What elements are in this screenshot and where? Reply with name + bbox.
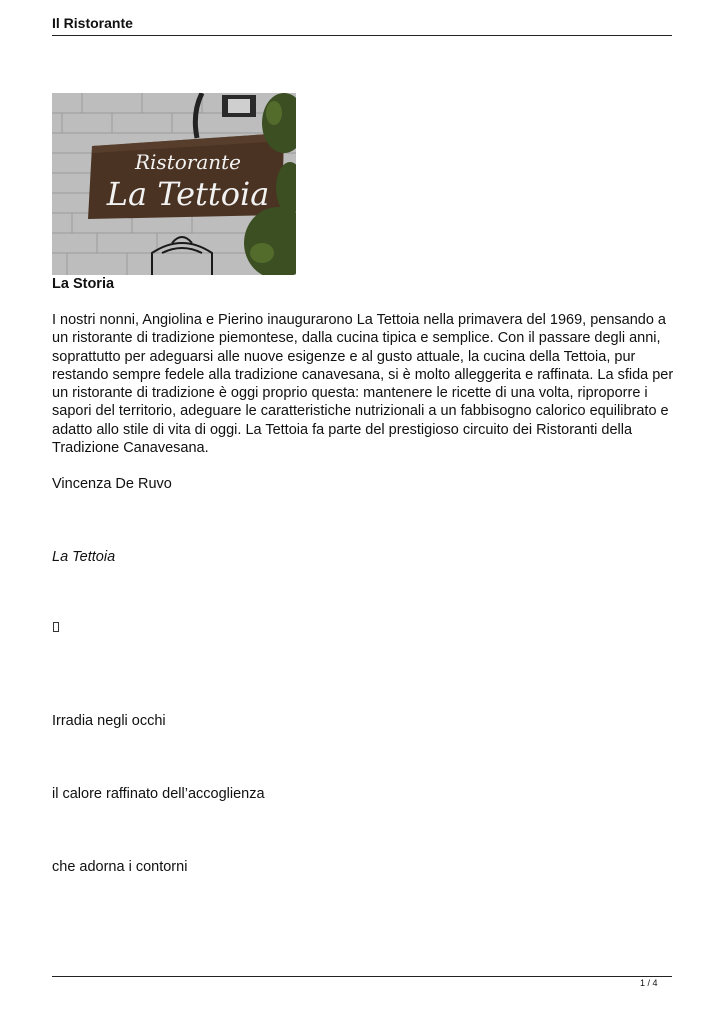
- section-title: La Storia: [52, 276, 115, 292]
- page-number: 1 / 4: [640, 978, 658, 988]
- missing-glyph-icon: [53, 622, 59, 632]
- header-title: Il Ristorante: [52, 15, 133, 31]
- restaurant-sign-photo: [52, 93, 296, 275]
- story-paragraph: I nostri nonni, Angiolina e Pierino inaugurarono La Tettoia nella primavera del 1969, pensando a un ristorante di tradizione piemontese, dalla cucina tipica e semplice. Con il passare degli anni, soprattutto per adeguarsi alle nuove esigenze e al gusto attuale, la cucina della Tettoia, pur restando sempre fedele alla tradizione canavesana, si è molto alleggerita e raffinata. La sfida per un ristorante di tradizione è oggi proprio questa: mantenere le ricette di una volta, riproporre i sapori del territorio, adeguare le caratteristiche nutrizionali a un fabbisogno calorico equilibrato e adatto allo stile di vita di oggi. La Tettoia fa parte del prestigioso circuito dei Ristoranti della Tradizione Canavesana.: [52, 312, 674, 457]
- sign-text-ristorante: Ristorante: [134, 150, 242, 174]
- poem-line: Irradia negli occhi: [52, 713, 166, 729]
- author-name: Vincenza De Ruvo: [52, 476, 172, 492]
- poem-line: che adorna i contorni: [52, 859, 188, 875]
- header-rule: [52, 35, 672, 36]
- poem-line: il calore raffinato dell’accoglienza: [52, 786, 265, 802]
- footer-rule: [52, 976, 672, 977]
- sign-text-la-tettoia: La Tettoia: [106, 175, 270, 213]
- poem-title: La Tettoia: [52, 549, 116, 565]
